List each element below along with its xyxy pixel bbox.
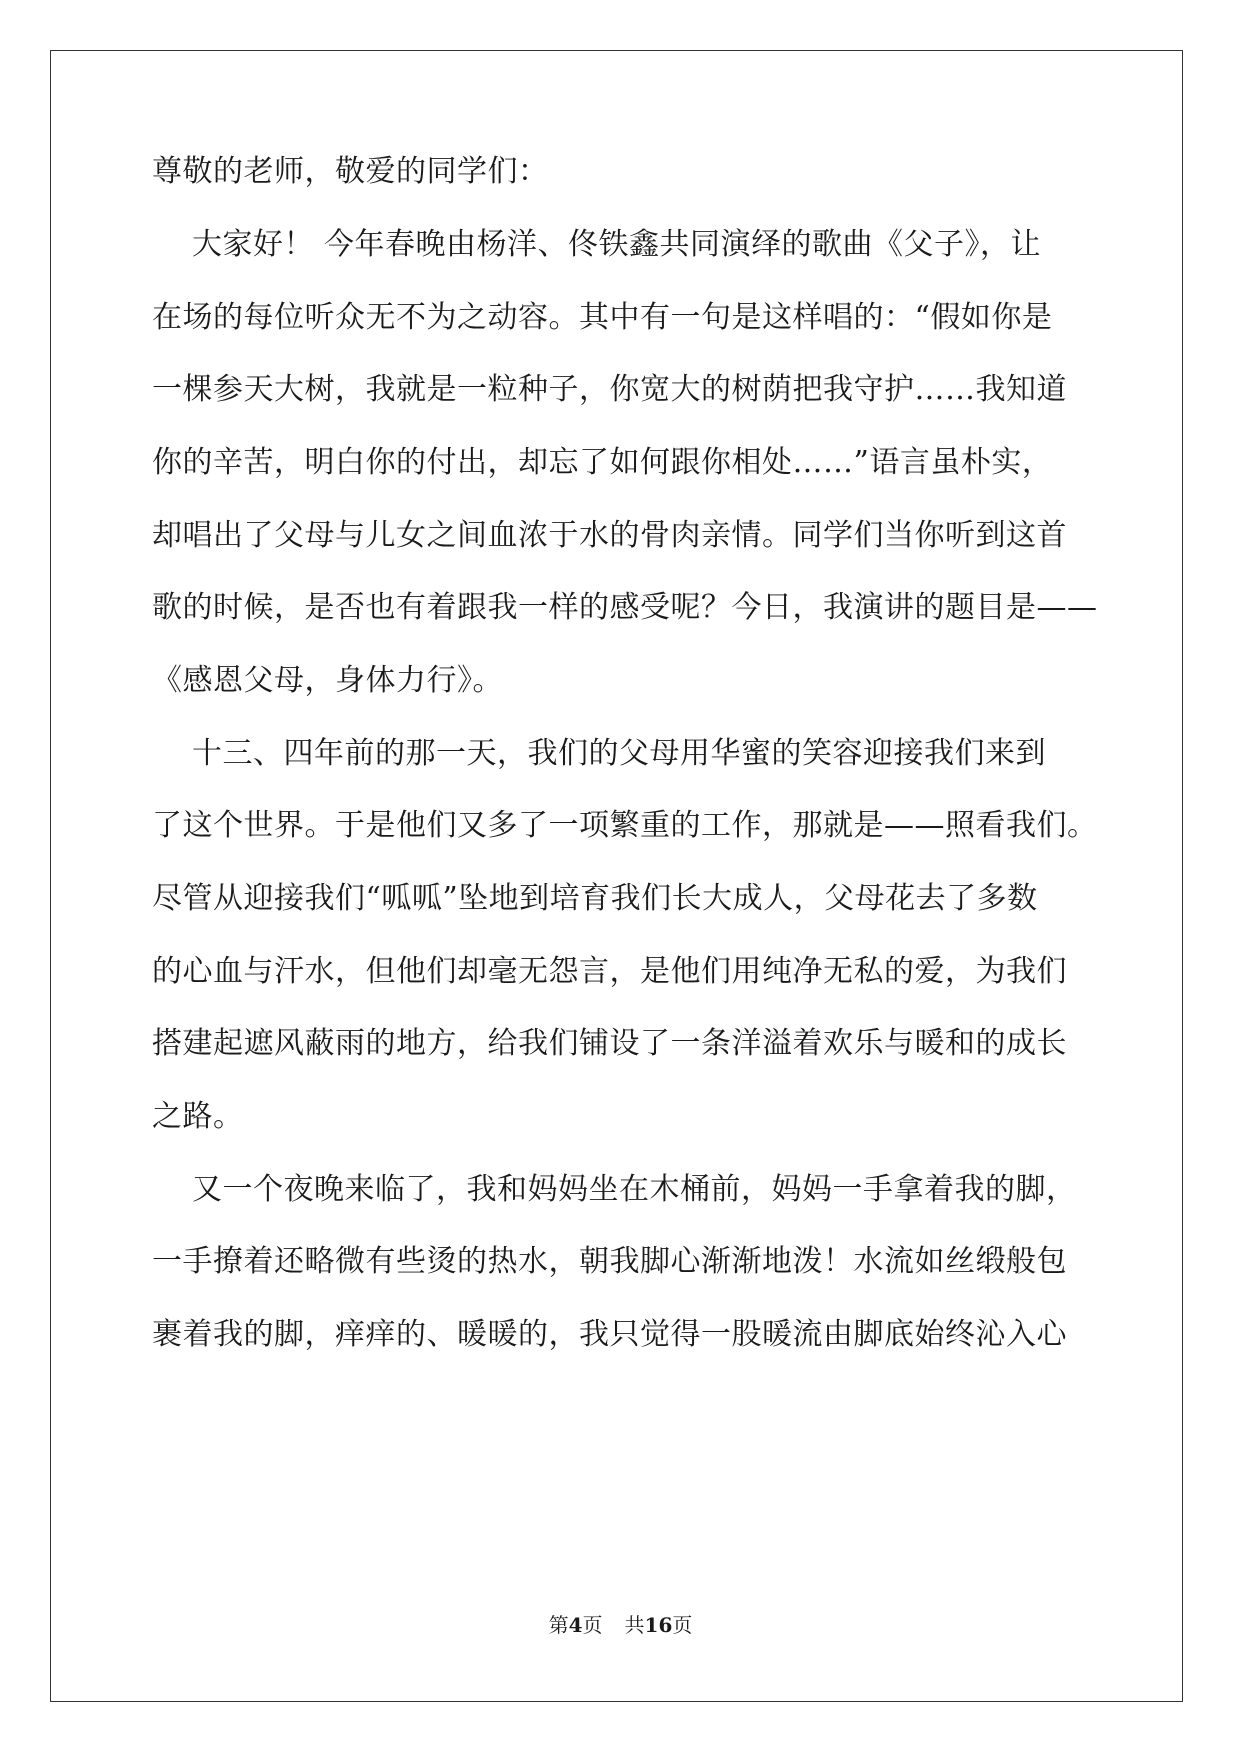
text-line: 的心血与汗水，但他们却毫无怨言，是他们用纯净无私的爱，为我们 xyxy=(152,954,1067,989)
text-line: 你的辛苦，明白你的付出，却忘了如何跟你相处……”语言虽朴实， xyxy=(152,445,1053,480)
text-line: 搭建起遮风蔽雨的地方，给我们铺设了一条洋溢着欢乐与暖和的成长 xyxy=(152,1026,1067,1061)
text-line: 在场的每位听众无不为之动容。其中有一句是这样唱的：“假如你是 xyxy=(152,300,1053,335)
text-line: 一棵参天大树，我就是一粒种子，你宽大的树荫把我守护……我知道 xyxy=(152,372,1067,407)
text-line: 又一个夜晚来临了，我和妈妈坐在木桶前，妈妈一手拿着我的脚， xyxy=(192,1172,1077,1207)
page-number: 4 xyxy=(568,1613,583,1637)
text-line: 《感恩父母，身体力行》。 xyxy=(152,663,503,698)
total-pages: 16 xyxy=(644,1613,673,1637)
text-line: 之路。 xyxy=(152,1099,244,1134)
text-line: 却唱出了父母与儿女之间血浓于水的骨肉亲情。同学们当你听到这首 xyxy=(152,518,1067,553)
text-line: 尽管从迎接我们“呱呱”坠地到培育我们长大成人，父母花去了多数 xyxy=(152,881,1038,916)
text-line: 裹着我的脚，痒痒的、暖暖的，我只觉得一股暖流由脚底始终沁入心 xyxy=(152,1317,1067,1352)
text-line: 了这个世界。于是他们又多了一项繁重的工作，那就是——照看我们。 xyxy=(152,808,1098,843)
text-line: 一手撩着还略微有些烫的热水，朝我脚心渐渐地泼！水流如丝缎般包 xyxy=(152,1244,1067,1279)
footer-page-suffix: 页 xyxy=(582,1613,603,1637)
text-line: 十三、四年前的那一天，我们的父母用华蜜的笑容迎接我们来到 xyxy=(192,736,1046,771)
text-line: 歌的时候，是否也有着跟我一样的感受呢？今日，我演讲的题目是—— xyxy=(152,590,1098,625)
text-line: 尊敬的老师，敬爱的同学们： xyxy=(152,154,549,189)
footer-total-suffix: 页 xyxy=(672,1613,693,1637)
footer-total-prefix: 共 xyxy=(624,1613,645,1637)
text-line: 大家好！ 今年春晚由杨洋、佟铁鑫共同演绎的歌曲《父子》，让 xyxy=(192,227,1042,262)
footer-prefix: 第 xyxy=(548,1613,569,1637)
page-footer xyxy=(0,1613,1241,1637)
